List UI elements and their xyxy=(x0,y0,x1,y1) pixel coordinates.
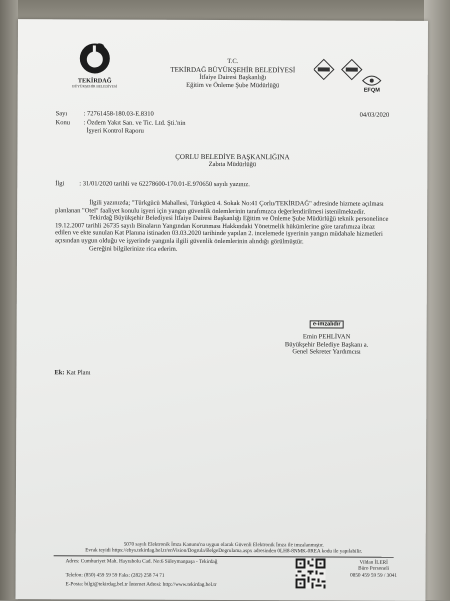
attachment-label-text: Ek: xyxy=(54,369,65,377)
body-paragraph-3: Gereğini bilgilerinize rica ederim. xyxy=(88,244,178,253)
municipality-logo-icon xyxy=(74,41,116,75)
body-paragraph-2: Tekirdağ Büyükşehir Belediyesi İtfaiye Dairesi Başkanlığı Eğitim ve Önleme Şube Müdürlüğü teknik personelince 19.12.2007 tarihli 26735 sayılı Binaların Yangından Korunması Hakkındaki Yönetmelik hükümlerine göre tarafımıza ibraz edilen ve ekte sunulan Kat Planına istinaden 03.03.2020 tarihinde yapılan 2. incelemede işyerinin yangın müdahale hizmetleri açısından uygun olduğu ve işyerinde yangınla ilgili güvenlik önlemlerinin alındığı görülmüştür. xyxy=(55,214,389,246)
konu-value-line1: : Özdem Yakıt San. ve Tic. Ltd. Şti.'nin xyxy=(83,119,186,127)
ilgi-label: İlgi xyxy=(55,180,65,188)
tc-label: T.C. xyxy=(227,58,239,66)
logo-subcaption: BÜYÜKŞEHİR BELEDİYESİ xyxy=(72,84,118,89)
attachment-label xyxy=(54,369,90,377)
signer-name: Emin PEHLİVAN xyxy=(302,333,351,341)
e-signature-badge: e-imzalıdır xyxy=(310,320,344,328)
footer-phone: Telefon: (850) 459 59 59 Faks: (282) 258 74 71 xyxy=(65,572,165,579)
municipality-logo xyxy=(74,41,116,75)
footer-address: Adres: Cumhuriyet Mah. Hayrabolu Cad. No:6 Süleymanpaşa - Tekirdağ xyxy=(65,558,218,565)
sayi-label: Sayı xyxy=(55,110,68,118)
branch-name: Eğitim ve Önleme Şube Müdürlüğü xyxy=(186,81,280,90)
recipient xyxy=(137,153,327,170)
footer-notice-2: Evrak teyidi https://ebys.tekirdag.bel.tr/enVision/Dogrula/BelgeDogrulama.aspx adresinden 0LH8-8NMK-0REA kodu ile yapılabilir. xyxy=(85,547,363,556)
signer-title-2: Genel Sekreter Yardımcısı xyxy=(292,348,361,356)
letterhead xyxy=(138,58,328,91)
iso-cert-icon xyxy=(314,58,366,80)
document-date: 04/03/2020 xyxy=(359,111,390,119)
konu-label: Konu xyxy=(55,119,71,127)
municipality-name: TEKİRDAĞ BÜYÜKŞEHİR BELEDİYESİ xyxy=(170,65,296,75)
document-page xyxy=(15,19,428,601)
recipient-line2: Zabıta Müdürlüğü xyxy=(208,160,257,169)
attachment-value: Kat Planı xyxy=(66,369,91,377)
contact-name: Vildan İLERİ xyxy=(359,559,388,566)
signer-title-1: Büyükşehir Belediye Başkanı a. xyxy=(284,340,369,349)
recipient-line1: ÇORLU BELEDİYE BAŞKANLIĞINA xyxy=(175,152,290,162)
letter-body xyxy=(55,199,390,254)
footer-web: E-Posta: bilgi@tekirdag.bel.tr İnternet Adresi: http://www.tekirdag.bel.tr xyxy=(65,581,217,588)
signature-block xyxy=(267,312,387,356)
contact-block xyxy=(338,560,410,580)
konu-value-line2: İşyeri Kontrol Raporu xyxy=(86,127,144,135)
logo-caption: TEKİRDAĞ xyxy=(77,77,112,85)
department-name: İtfaiye Dairesi Başkanlığı xyxy=(199,73,267,82)
footer-notices xyxy=(54,541,394,555)
sayi-value: : 72761458-180.03-E.8310 xyxy=(83,110,154,118)
efqm-label: EFQM xyxy=(363,87,380,94)
footer-divider xyxy=(54,555,394,557)
footer-notice-1: 5070 sayılı Elektronik İmza Kanunu'na uygun olarak Güvenli Elektronik İmza ile imzalanmıştır. xyxy=(123,541,324,549)
verification-qr-code xyxy=(296,558,326,588)
table-surface-right xyxy=(424,0,450,600)
body-paragraph-1: İlgili yazınızda; "Türkgücü Mahallesi, Türkgücü 4. Sokak No:41 Çorlu/TEKİRDAĞ" adresinde hizmete açılması planlanan "Otel" faaliyet konulu işyeri için yangın güvenlik önlemlerinin tarafımızca değerlendirilmesi istenilmektedir. xyxy=(55,199,384,216)
efqm-mark-icon xyxy=(361,73,383,87)
contact-title: Büro Personeli xyxy=(358,566,390,573)
ilgi-value: : 31/01/2020 tarihli ve 62278600-170.01-E.970650 sayılı yazınız. xyxy=(79,180,250,189)
contact-phone: 0850 459 59 59 / 3041 xyxy=(350,572,398,579)
